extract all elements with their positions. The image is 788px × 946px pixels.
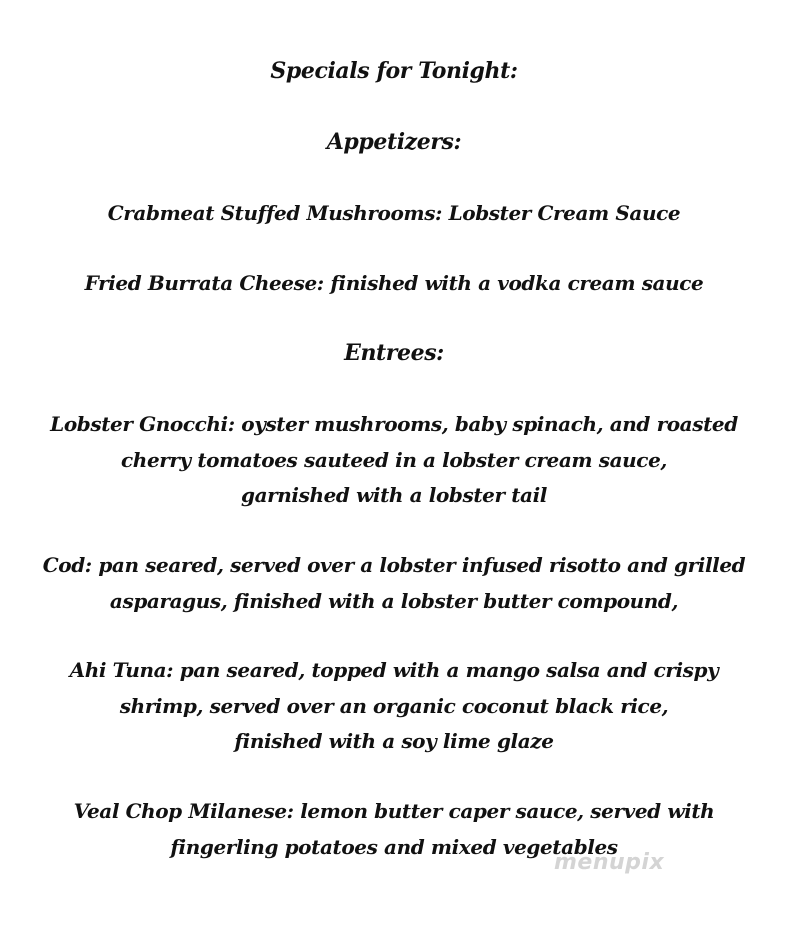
appetizer-item: Fried Burrata Cheese: finished with a vodka cream sauce xyxy=(84,271,704,295)
entree-line: Ahi Tuna: pan seared, topped with a mango salsa and crispy xyxy=(69,658,719,682)
entree-line: Veal Chop Milanese: lemon butter caper sauce, served with xyxy=(73,799,715,823)
entree-line: finished with a soy lime glaze xyxy=(234,729,554,753)
appetizers-heading: Appetizers: xyxy=(326,129,462,155)
menupix-watermark: menupix xyxy=(554,850,665,875)
entree-line: garnished with a lobster tail xyxy=(240,483,547,507)
entree-line: fingerling potatoes and mixed vegetables xyxy=(170,835,618,859)
entree-line: cherry tomatoes sauteed in a lobster cream sauce, xyxy=(121,448,667,472)
page-title: Specials for Tonight: xyxy=(270,58,518,84)
entree-line: Lobster Gnocchi: oyster mushrooms, baby spinach, and roasted xyxy=(50,412,738,436)
appetizer-item: Crabmeat Stuffed Mushrooms: Lobster Cream Sauce xyxy=(107,201,681,225)
entree-line: shrimp, served over an organic coconut black rice, xyxy=(119,694,669,718)
entrees-heading: Entrees: xyxy=(344,340,444,366)
entree-line: Cod: pan seared, served over a lobster infused risotto and grilled xyxy=(42,553,746,577)
entree-line: asparagus, finished with a lobster butter compound, xyxy=(109,589,679,613)
